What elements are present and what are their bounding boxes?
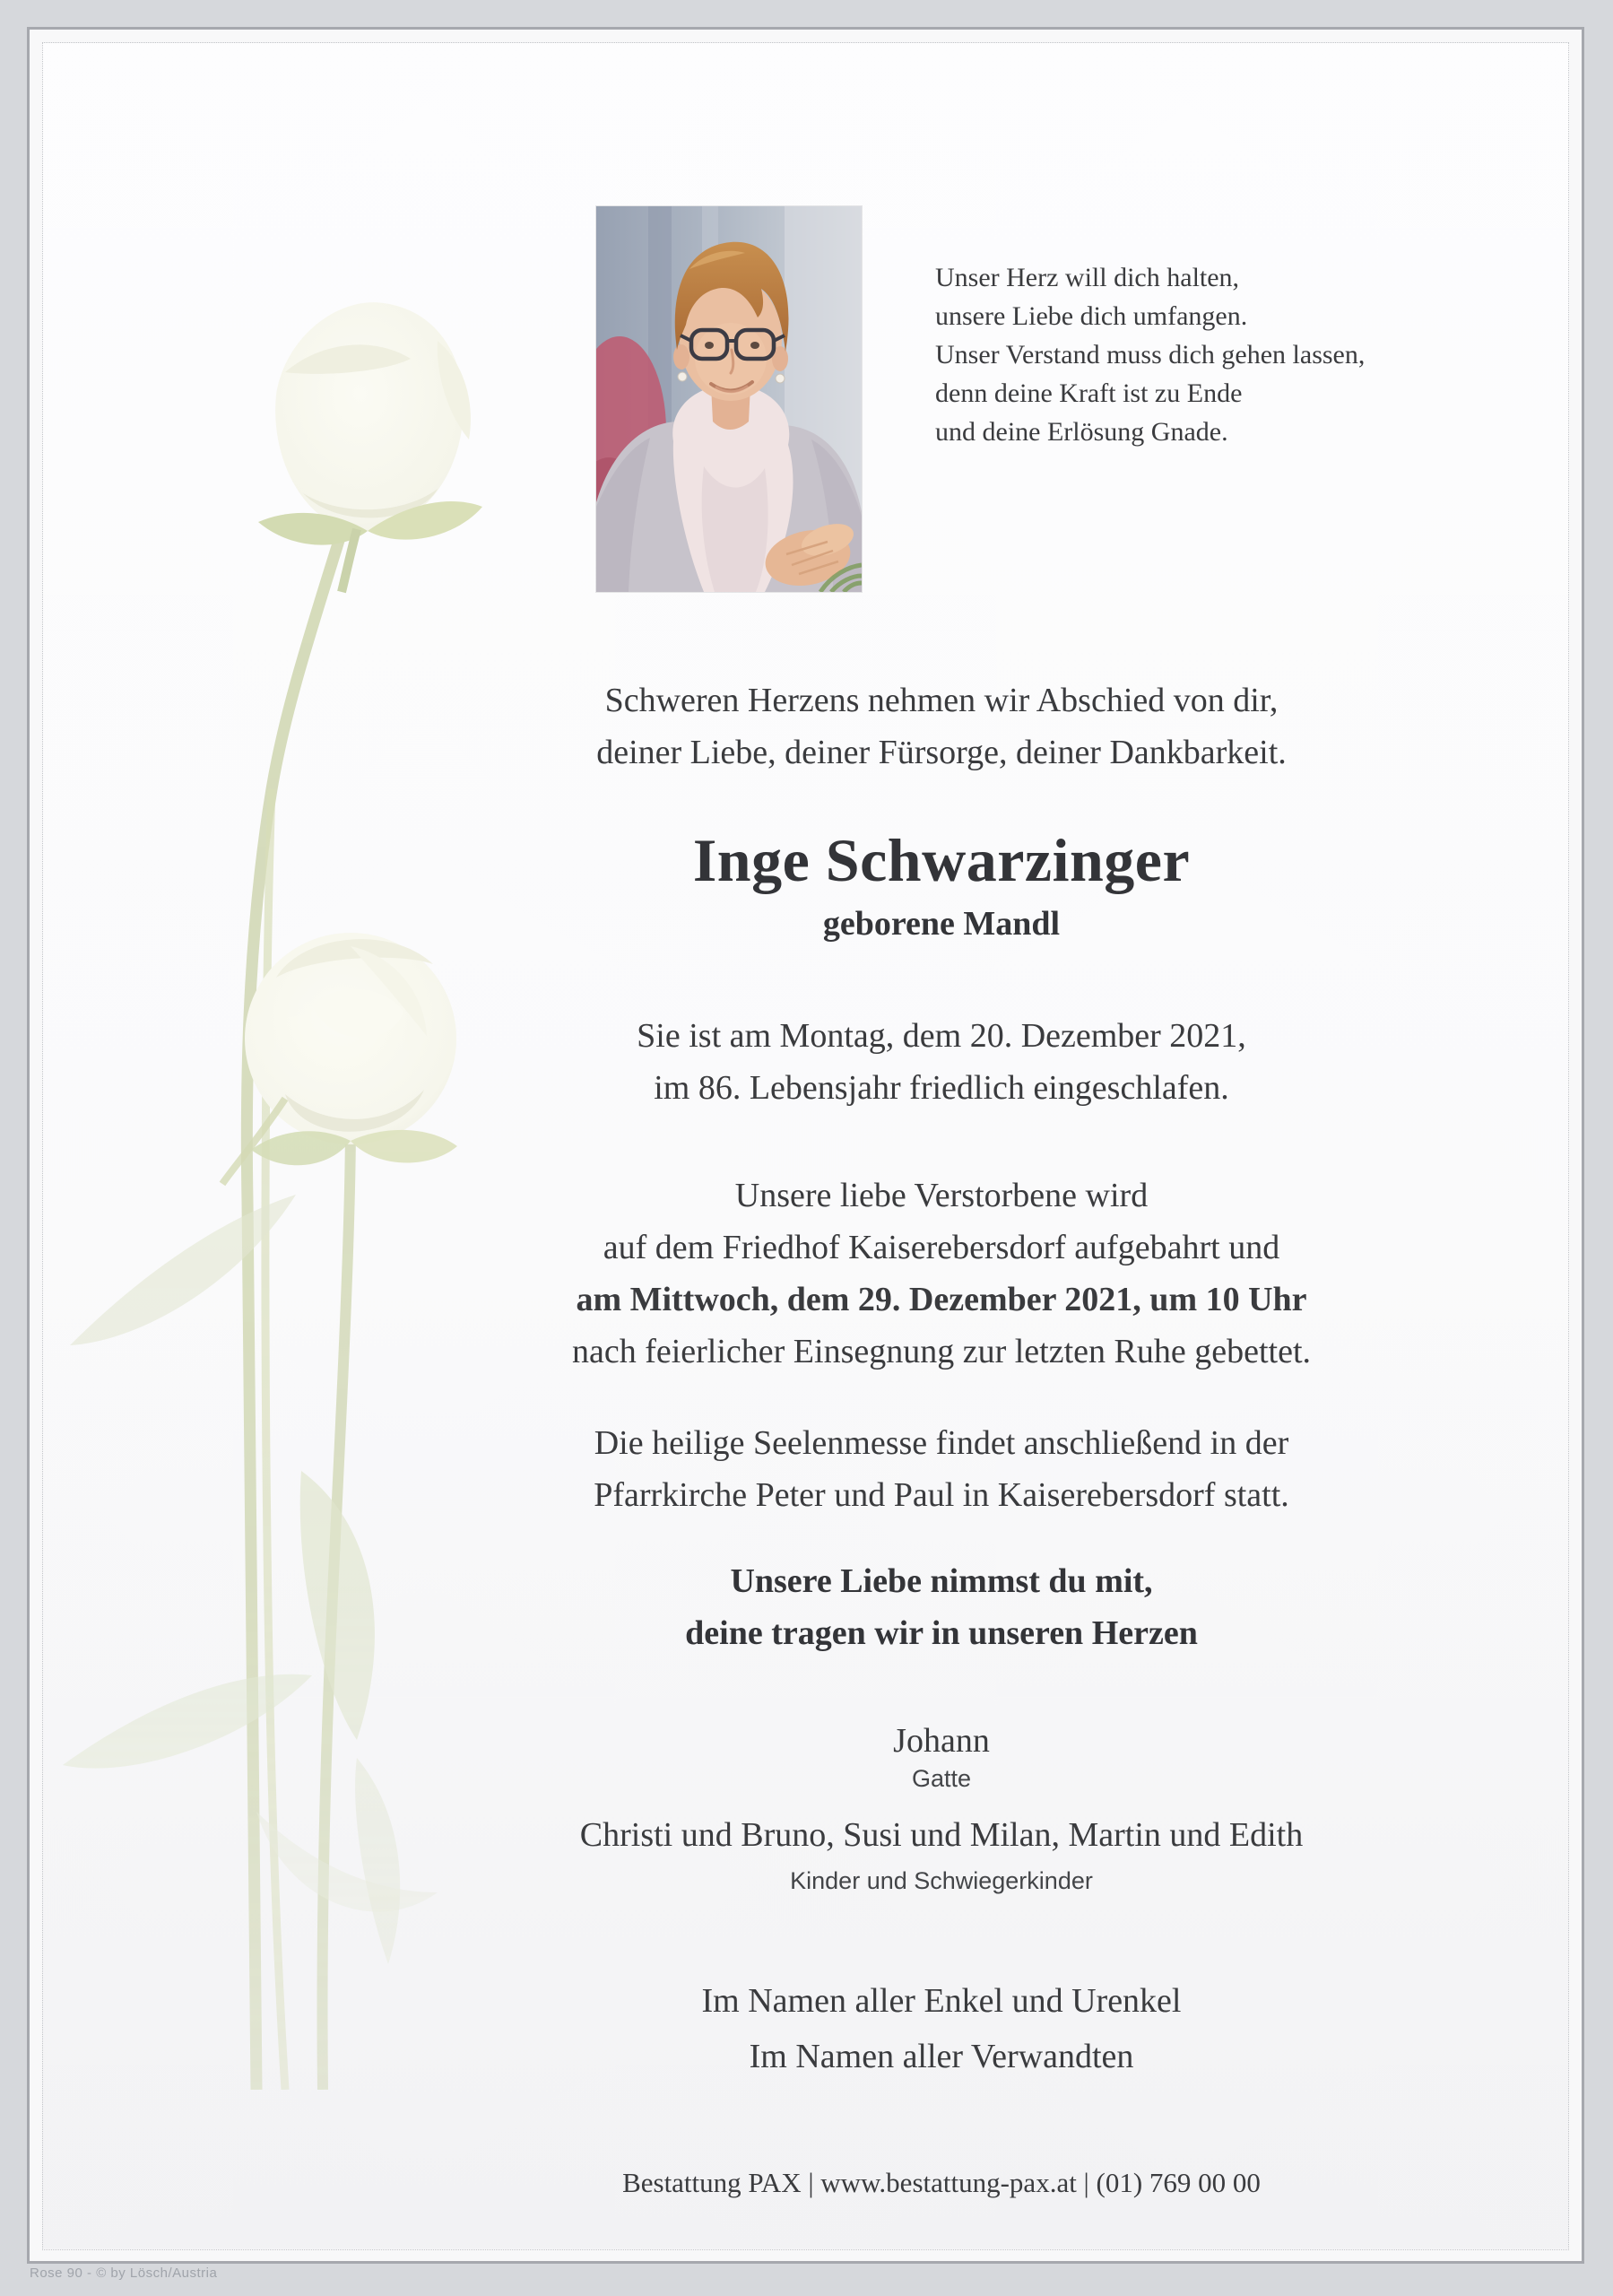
funeral-line: Unsere liebe Verstorbene wird xyxy=(734,1177,1149,1214)
mass-line: Pfarrkirche Peter und Paul in Kaiserebersdorf statt. xyxy=(594,1476,1289,1514)
poem-line: denn deine Kraft ist zu Ende xyxy=(935,378,1243,408)
deceased-name: Inge Schwarzinger xyxy=(692,826,1191,894)
maiden-name: geborene Mandl xyxy=(822,905,1061,943)
grandchildren-line: Im Namen aller Enkel und Urenkel xyxy=(701,1982,1182,2020)
in-the-name-of xyxy=(287,1973,1596,2084)
funeral-line: auf dem Friedhof Kaiserebersdorf aufgebahrt und xyxy=(603,1229,1280,1266)
funeral-datetime: am Mittwoch, dem 29. Dezember 2021, um 10 Uhr xyxy=(576,1281,1307,1318)
poem-line: Unser Verstand muss dich gehen lassen, xyxy=(935,340,1366,370)
mourner-husband-name: Johann xyxy=(893,1722,990,1760)
memorial-poem xyxy=(935,258,1365,451)
mourner-children-names: Christi und Bruno, Susi und Milan, Martin und Edith xyxy=(579,1816,1304,1854)
portrait-photo xyxy=(596,206,862,592)
intro-line: deiner Liebe, deiner Fürsorge, deiner Dankbarkeit. xyxy=(596,734,1287,771)
poem-line: unsere Liebe dich umfangen. xyxy=(935,301,1248,331)
farewell-line: deine tragen wir in unseren Herzen xyxy=(685,1614,1198,1652)
poem-line: Unser Herz will dich halten, xyxy=(935,263,1240,292)
death-line: im 86. Lebensjahr friedlich eingeschlafen. xyxy=(654,1069,1229,1107)
mourner-children-relation: Kinder und Schwiegerkinder xyxy=(790,1867,1093,1894)
poem-line: und deine Erlösung Gnade. xyxy=(935,417,1228,447)
funeral-details xyxy=(287,1170,1596,1378)
farewell-line: Unsere Liebe nimmst du mit, xyxy=(730,1562,1153,1600)
farewell-verse xyxy=(287,1555,1596,1659)
relatives-line: Im Namen aller Verwandten xyxy=(749,2038,1134,2075)
funeral-home-footer: Bestattung PAX | www.bestattung-pax.at | (01) 769 00 00 xyxy=(622,2167,1261,2198)
death-line: Sie ist am Montag, dem 20. Dezember 2021, xyxy=(637,1017,1246,1055)
mass-line: Die heilige Seelenmesse findet anschließend in der xyxy=(594,1424,1289,1462)
farewell-intro xyxy=(287,674,1596,778)
mass-details xyxy=(287,1417,1596,1521)
intro-line: Schweren Herzens nehmen wir Abschied von dir, xyxy=(604,682,1279,719)
stationery-credit: Rose 90 - © by Lösch/Austria xyxy=(30,2266,218,2281)
funeral-line: nach feierlicher Einsegnung zur letzten Ruhe gebettet. xyxy=(571,1333,1312,1370)
mourner-husband-relation: Gatte xyxy=(911,1765,972,1792)
death-notice xyxy=(287,1010,1596,1114)
